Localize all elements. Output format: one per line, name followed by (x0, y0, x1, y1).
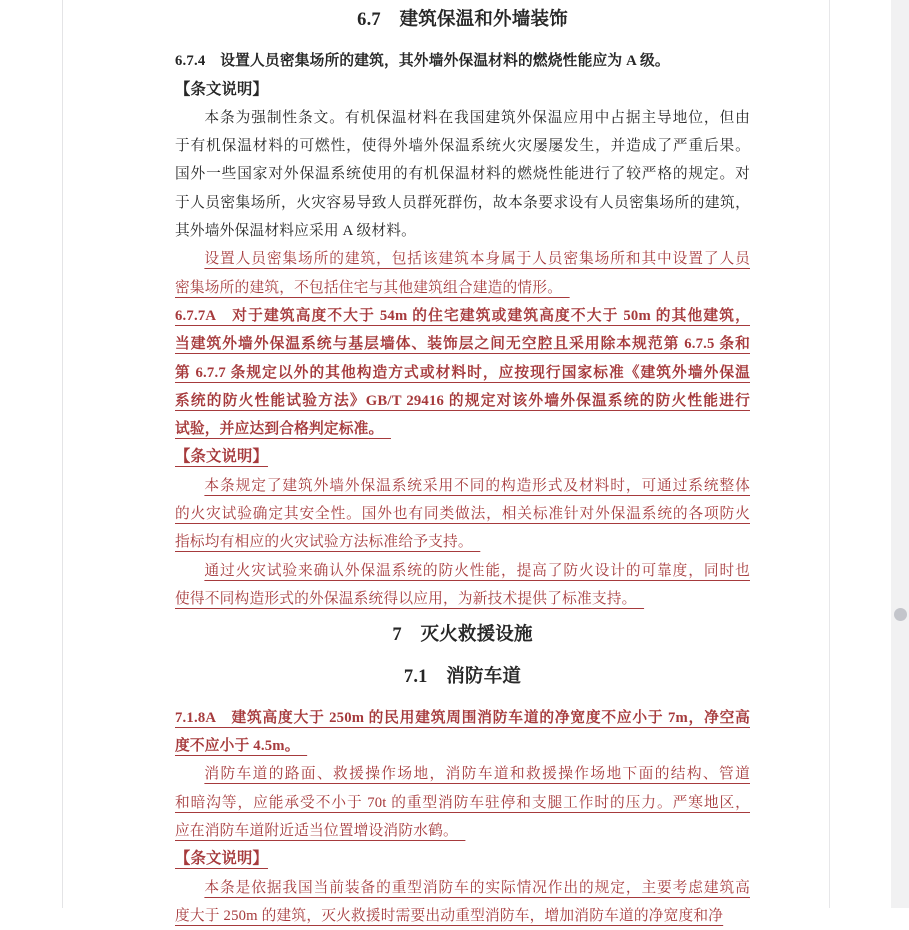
clause-line: 第 6.7.7 条规定以外的其他构造方式或材料时，应按现行国家标准《建筑外墙外保温 (175, 364, 750, 381)
paragraph-line: 本条是依据我国当前装备的重型消防车的实际情况作出的规定，主要考虑建筑高 (204, 879, 750, 896)
paragraph-line: 本条为强制性条文。有机保温材料在我国建筑外保温应用中占据主导地位，但由 (204, 109, 750, 126)
clause-line: 7.1.8A 建筑高度大于 250m 的民用建筑周围消防车道的净宽度不应小于 7m，净空高 (175, 709, 750, 726)
paragraph-line: 和暗沟等，应能承受不小于 70t 的重型消防车驻停和支腿工作时的压力。严寒地区， (175, 794, 750, 811)
clause-line: 系统的防火性能试验方法》GB/T 29416 的规定对该外墙外保温系统的防火性能进行 (175, 392, 750, 409)
scrollbar-thumb[interactable] (894, 608, 907, 621)
section-heading: 7.1 消防车道 (403, 666, 522, 687)
paragraph-line: 的火灾试验确定其安全性。国外也有同类做法，相关标准针对外保温系统的各项防火 (175, 506, 750, 523)
paragraph-line: 使得不同构造形式的外保温系统得以应用，为新技术提供了标准支持。 (175, 590, 645, 607)
commentary-label: 【条文说明】 (175, 448, 268, 466)
commentary-label: 【条文说明】 (175, 850, 268, 868)
commentary-label: 【条文说明】 (175, 80, 268, 98)
paragraph-line: 应在消防车道附近适当位置增设消防水鹤。 (175, 823, 466, 840)
paragraph-line: 于人员密集场所，火灾容易导致人员群死群伤，故本条要求设有人员密集场所的建筑， (175, 194, 750, 211)
scrollbar-track[interactable] (891, 0, 909, 908)
clause-line: 度不应小于 4.5m。 (175, 738, 308, 755)
section-heading: 7 灭火救援设施 (392, 625, 533, 646)
paragraph-line: 密集场所的建筑，不包括住宅与其他建筑组合建造的情形。 (175, 279, 570, 296)
section-heading: 6.7 建筑保温和外墙装饰 (357, 10, 568, 30)
paragraph-line: 国外一些国家对外保温系统使用的有机保温材料的燃烧性能进行了较严格的规定。对 (175, 166, 750, 183)
paragraph-line: 度大于 250m 的建筑，灭火救援时需要出动重型消防车，增加消防车道的净宽度和净 (175, 907, 724, 924)
paragraph-line: 消防车道的路面、救援操作场地，消防车道和救援操作场地下面的结构、管道 (204, 766, 750, 783)
paragraph-line: 通过火灾试验来确认外保温系统的防火性能，提高了防火设计的可靠度，同时也 (204, 562, 750, 579)
paragraph-line: 于有机保温材料的可燃性，使得外墙外保温系统火灾屡屡发生，并造成了严重后果。 (175, 138, 750, 155)
paragraph-line: 指标均有相应的火灾试验方法标准给予支持。 (175, 534, 481, 551)
paragraph-line: 本条规定了建筑外墙外保温系统采用不同的构造形式及材料时，可通过系统整体 (204, 477, 750, 494)
clause-line: 6.7.4 设置人员密集场所的建筑，其外墙外保温材料的燃烧性能应为 A 级。 (175, 53, 670, 70)
paragraph-line: 设置人员密集场所的建筑，包括该建筑本身属于人员密集场所和其中设置了人员 (204, 251, 750, 268)
clause-line: 6.7.7A 对于建筑高度不大于 54m 的住宅建筑或建筑高度不大于 50m 的其他建筑， (175, 307, 750, 324)
document-content (175, 0, 750, 930)
clause-line: 试验，并应达到合格判定标准。 (175, 421, 391, 438)
clause-line: 当建筑外墙外保温系统与基层墙体、装饰层之间无空腔且采用除本规范第 6.7.5 条和 (175, 336, 750, 353)
paragraph-line: 其外墙外保温材料应采用 A 级材料。 (175, 223, 417, 240)
document-page (62, 0, 830, 924)
